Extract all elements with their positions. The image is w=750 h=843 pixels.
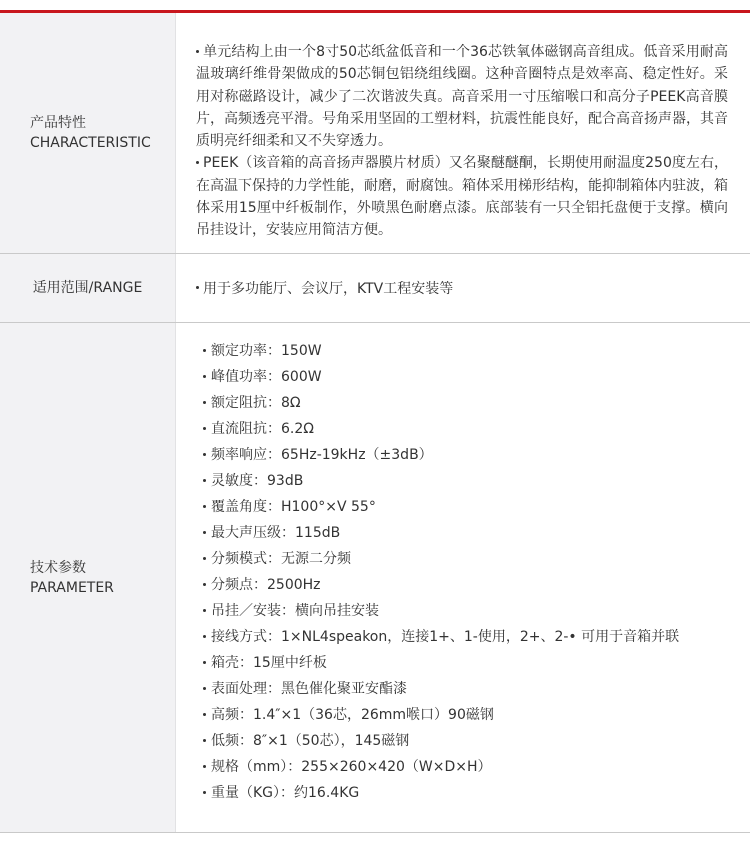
param-item: 覆盖角度：H100°×V 55° [203,494,750,520]
param-item: 重量（KG）：约16.4KG [203,780,750,806]
param-item: 分频模式：无源二分频 [203,546,750,572]
param-item: 峰值功率：600W [203,364,750,390]
param-item: 吊挂／安装：横向吊挂安装 [203,598,750,624]
characteristic-paragraph: 单元结构上由一个8寸50芯纸盆低音和一个36芯铁氧体磁钢高音组成。低音采用耐高温玻璃纤维骨架做成的50芯铜包铝绕组线圈。这种音圈特点是效率高、稳定性好。采用对称磁路设计，减少了二次谐波失真。高音采用一寸压缩喉口和高分子PEEK高音膜片，高频透亮平滑。号角采用坚固的工塑材料，抗震性能良好，配合高音扬声器，其音质明亮纤细柔和又不失穿透力。 [196,44,728,150]
bullet-icon [203,505,206,508]
bullet-icon [203,609,206,612]
bullet-icon [203,739,206,742]
label-characteristic-en: CHARACTERISTIC [30,135,151,151]
label-range-text: 适用范围/RANGE [32,280,143,296]
bullet-icon [203,453,206,456]
param-item: 箱壳：15厘中纤板 [203,650,750,676]
bullet-icon [203,687,206,690]
label-characteristic [0,13,176,253]
bullet-icon [203,557,206,560]
parameter-list [203,338,750,806]
param-item: 最大声压级：115dB [203,520,750,546]
param-item: 规格（mm）：255×260×420（W×D×H） [203,754,750,780]
label-characteristic-cn: 产品特性 [30,115,86,131]
bullet-icon [203,375,206,378]
param-item: 分频点：2500Hz [203,572,750,598]
bullet-icon [203,765,206,768]
range-content [176,254,750,322]
spec-table [0,13,750,833]
bullet-icon [203,427,206,430]
param-item: 额定功率：150W [203,338,750,364]
label-parameter [0,323,176,832]
row-characteristic [0,13,750,254]
bullet-icon [203,349,206,352]
bullet-icon [203,791,206,794]
bullet-icon [203,583,206,586]
bullet-icon [203,479,206,482]
bullet-icon [203,531,206,534]
bullet-icon [203,635,206,638]
param-item: 频率响应：65Hz-19kHz（±3dB） [203,442,750,468]
row-range [0,254,750,323]
bullet-icon [203,713,206,716]
param-item: 接线方式：1×NL4speakon，连接1+、1-使用，2+、2-• 可用于音箱并联 [203,624,750,650]
label-parameter-cn: 技术参数 [30,559,86,576]
param-item: 高频：1.4″×1（36芯，26mm喉口）90磁钢 [203,702,750,728]
label-range [0,254,176,322]
bullet-icon [203,661,206,664]
label-parameter-en: PARAMETER [30,579,114,596]
bullet-icon [196,161,199,164]
bullet-icon [196,50,199,53]
param-item: 直流阻抗：6.2Ω [203,416,750,442]
param-item: 低频：8″×1（50芯），145磁钢 [203,728,750,754]
characteristic-content [176,13,750,253]
range-text: 用于多功能厅、会议厅，KTV工程安装等 [203,281,454,297]
param-item: 灵敏度：93dB [203,468,750,494]
row-parameter [0,323,750,833]
param-item: 表面处理：黑色催化聚亚安酯漆 [203,676,750,702]
parameter-content [176,323,750,832]
param-item: 额定阻抗：8Ω [203,390,750,416]
bullet-icon [196,286,199,289]
characteristic-paragraph: PEEK（该音箱的高音扬声器膜片材质）又名聚醚醚酮，长期使用耐温度250度左右，在高温下保持的力学性能，耐磨，耐腐蚀。箱体采用梯形结构，能抑制箱体内驻波，箱体采用15厘中纤板制作，外喷黑色耐磨点漆。底部装有一只全铝托盘便于支撑。横向吊挂设计，安装应用简洁方便。 [196,155,728,239]
bullet-icon [203,401,206,404]
